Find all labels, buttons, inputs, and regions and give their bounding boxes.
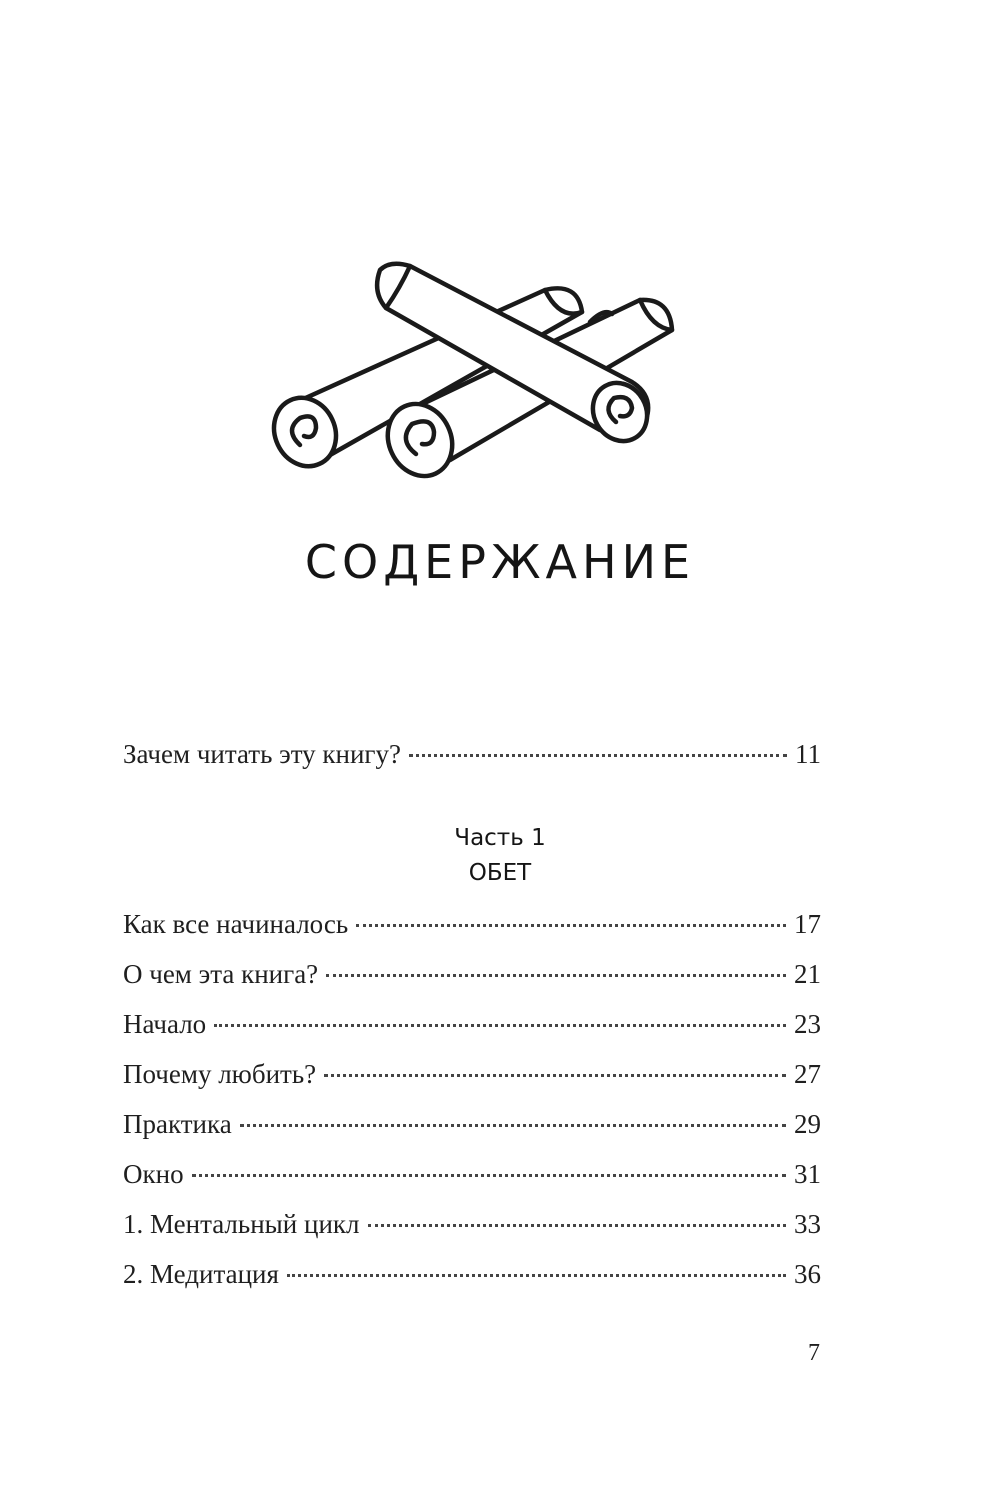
toc-entry-page: 17 xyxy=(794,909,821,939)
dot-leader xyxy=(326,974,786,977)
dot-leader xyxy=(214,1024,786,1027)
toc-entry-page: 36 xyxy=(794,1259,821,1289)
toc-entry-label: О чем эта книга? xyxy=(123,959,319,989)
cinnamon-sticks-icon xyxy=(260,250,680,480)
toc-entry-page: 29 xyxy=(794,1109,821,1139)
dot-leader xyxy=(324,1074,786,1077)
toc-entry-page: 27 xyxy=(794,1059,821,1089)
toc-entry-label: Как все начиналось xyxy=(123,909,349,939)
toc-entry-label: 2. Медитация xyxy=(123,1259,279,1289)
toc-entry-label: Окно xyxy=(123,1159,184,1189)
toc-entry-label: Почему любить? xyxy=(123,1059,317,1089)
part-number: Часть 1 xyxy=(454,825,546,851)
toc-entry-label: Практика xyxy=(123,1109,232,1139)
toc-entry-page: 21 xyxy=(794,959,821,989)
dot-leader xyxy=(240,1124,786,1127)
page-title: СОДЕРЖАНИЕ xyxy=(304,535,696,589)
toc-entry-page: 23 xyxy=(794,1009,821,1039)
dot-leader xyxy=(192,1174,786,1177)
toc-entry[interactable] xyxy=(123,958,821,990)
toc-entry[interactable] xyxy=(123,1058,821,1090)
dot-leader xyxy=(356,924,786,927)
page-number: 7 xyxy=(808,1340,820,1366)
toc-entry[interactable] xyxy=(123,1108,821,1140)
dot-leader xyxy=(409,754,787,757)
toc-entry[interactable] xyxy=(123,1008,821,1040)
toc-entry-label: Начало xyxy=(123,1009,207,1039)
toc-entry-page: 33 xyxy=(794,1209,821,1239)
toc-entry-page: 31 xyxy=(794,1159,821,1189)
dot-leader xyxy=(287,1274,786,1277)
toc-entry-label: Зачем читать эту книгу? xyxy=(123,739,401,769)
toc-entry[interactable] xyxy=(123,1208,821,1240)
toc-entry-intro[interactable] xyxy=(123,738,821,770)
toc-entry[interactable] xyxy=(123,908,821,940)
toc-entry-page: 11 xyxy=(795,739,821,769)
toc-entry[interactable] xyxy=(123,1258,821,1290)
toc-entry-label: 1. Ментальный цикл xyxy=(123,1209,360,1239)
dot-leader xyxy=(368,1224,786,1227)
part-title: ОБЕТ xyxy=(468,860,532,886)
toc-entry[interactable] xyxy=(123,1158,821,1190)
